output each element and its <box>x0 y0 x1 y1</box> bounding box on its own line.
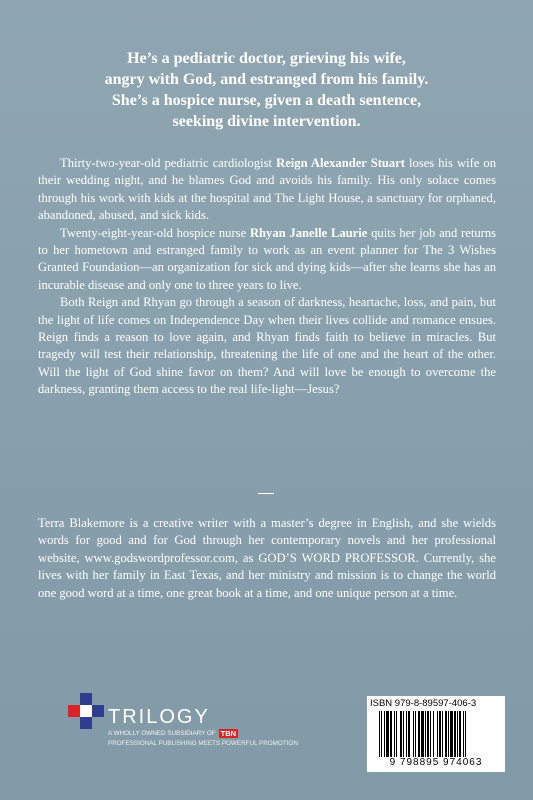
publisher-subsidiary: A WHOLLY OWNED SUBSIDIARY OF TBN <box>108 729 237 738</box>
tbn-logo: TBN <box>220 729 237 738</box>
author-bio-text: Terra Blakemore is a creative writer with a master’s degree in English, and she wields words for good and for God through her contemporary novels and her professional website, www.godswordprofessor.com, as GOD’S WORD PROFESSOR. Currently, she lives with her family in East Texas, and her ministry and mission is to change the world one good word at a time, one great book at a time, and one unique person at a time. <box>38 516 496 600</box>
publisher-name: TRILOGY <box>108 706 210 728</box>
tagline-line: She’s a hospice nurse, given a death sentence, <box>111 92 422 109</box>
logo-square-red <box>68 705 80 717</box>
author-bio <box>38 515 496 602</box>
barcode-number: 9 798895 974063 <box>389 757 483 768</box>
blurb-paragraph-3: Both Reign and Rhyan go through a season of darkness, heartache, loss, and pain, but the light of life comes on Independence Day when their lives collide and romance ensues. Reign finds a reason to love again, and Rhyan finds faith to believe in miracles. But tragedy will test their relationship, threatening the life of one and the heart of the other. Will the light of God shine favor on them? And will love be enough to overcome the darkness, granting them access to the real life-light—Jesus? <box>38 295 496 397</box>
tagline-line: seeking divine intervention. <box>172 113 361 130</box>
tagline-line: angry with God, and estranged from his family. <box>104 71 429 88</box>
tagline-line: He’s a pediatric doctor, grieving his wife, <box>127 50 406 67</box>
isbn-barcode-box <box>367 696 505 772</box>
section-divider <box>258 493 274 494</box>
heroine-name: Rhyan Janelle Laurie <box>249 225 368 240</box>
logo-square-blue <box>80 717 92 729</box>
logo-square-white <box>80 705 92 717</box>
barcode-icon <box>379 711 493 757</box>
hero-name: Reign Alexander Stuart <box>276 156 405 170</box>
trilogy-logo-icon <box>68 693 104 729</box>
book-blurb <box>38 155 496 399</box>
publisher-tagline: PROFESSIONAL PUBLISHING MEETS POWERFUL PROMOTION <box>108 740 298 747</box>
logo-square-blue <box>80 693 92 705</box>
tagline <box>60 48 473 132</box>
blurb-paragraph-2: Twenty-eight-year-old hospice nurse Rhyan Janelle Laurie quits her job and returns to her hometown and estranged family to work as an event planner for The 3 Wishes Granted Foundation—an organization for sick and dying kids—after she learns she has an incurable disease and only one to three years to live. <box>38 225 497 292</box>
blurb-paragraph-1: Thirty-two-year-old pediatric cardiologist Reign Alexander Stuart loses his wife on their wedding night, and he blames God and avoids his family. His only solace comes through his work with kids at the hospital and The Light House, a sanctuary for orphaned, abandoned, abused, and sick kids. <box>38 156 496 223</box>
logo-square-blue <box>92 705 104 717</box>
isbn-label: ISBN 979-8-89597-406-3 <box>370 698 477 709</box>
